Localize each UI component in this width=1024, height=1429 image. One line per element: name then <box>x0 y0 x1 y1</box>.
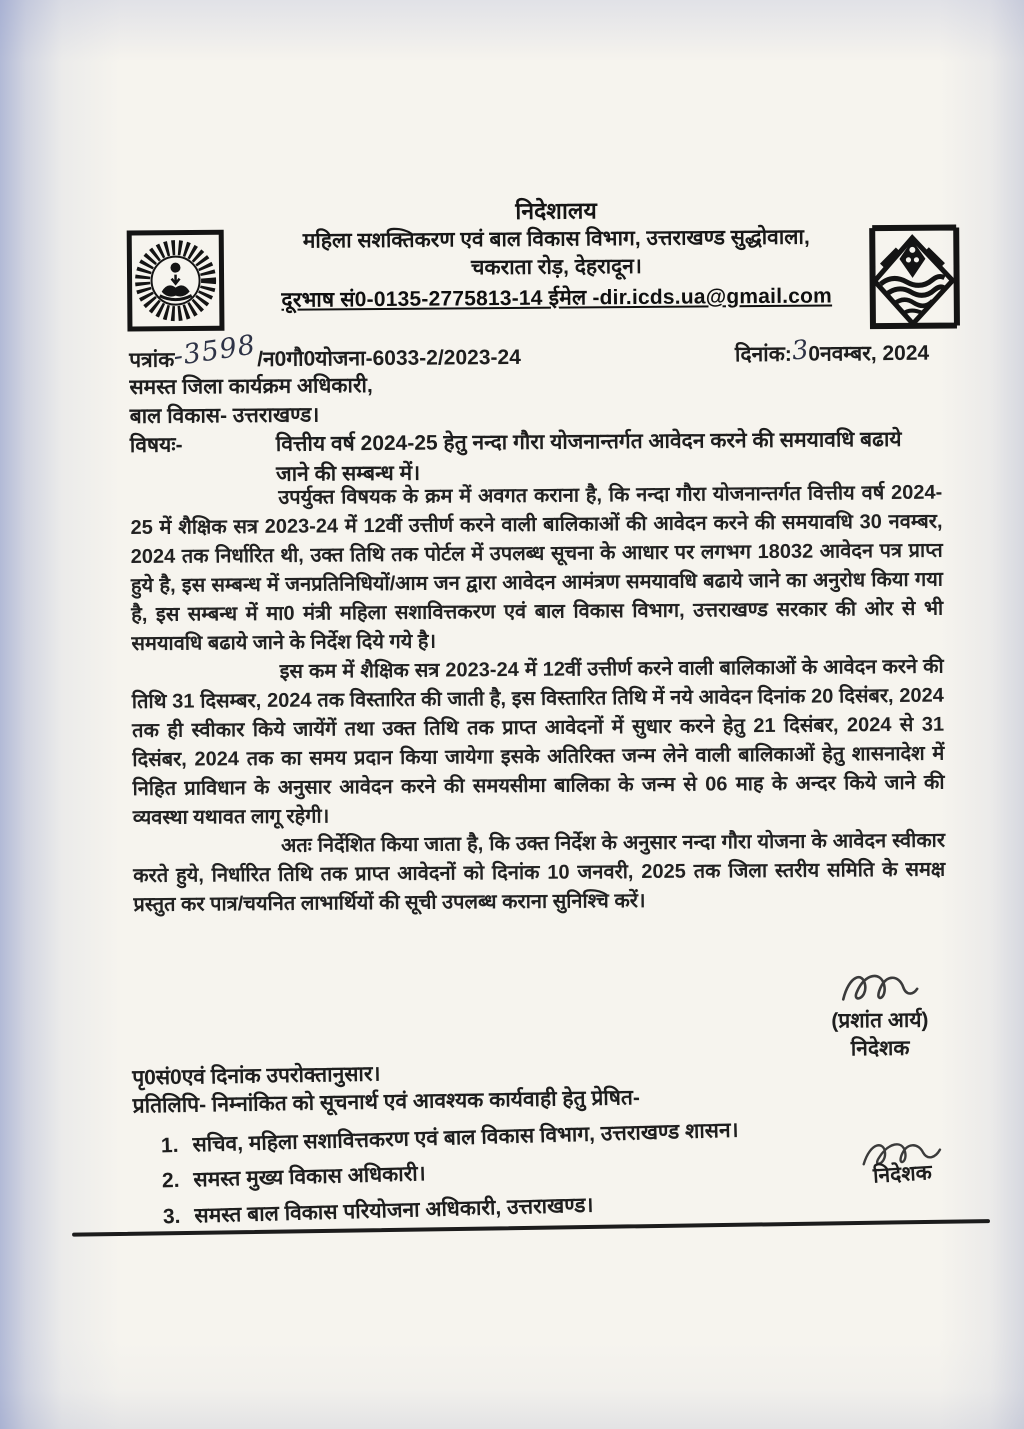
addressee-line2: बाल विकास- उत्तराखण्ड। <box>129 403 320 428</box>
subject-text: वित्तीय वर्ष 2024-25 हेतु नन्दा गौरा योजनान्तर्गत आवेदन करने की समयावधि बढाये जाने की सम्बन्ध में। <box>275 427 902 486</box>
date-label: दिनांक: <box>734 342 792 367</box>
date-printed: 0नवम्बर, 2024 <box>808 341 930 366</box>
addressee <box>129 372 373 432</box>
cc-item: सचिव, महिला सशावित्तकरण एवं बाल विकास विभाग, उत्तराखण्ड शासन। <box>192 1118 739 1157</box>
letterhead <box>246 193 867 314</box>
letter-date <box>734 334 930 370</box>
paragraph-3: अतः निर्देशित किया जाता है, कि उक्त निर्देश के अनुसार नन्दा गौरा योजना के आवेदन स्वीकार करते हुये, निर्धारित तिथि तक प्राप्त आवेदनों को दिनांक 10 जनवरी, 2025 तक जिला स्तरीय समिति के समक्ष प्रस्तुत कर पात्र/चयनित लाभार्थियों की सूची उपलब्ध कराना सुनिश्चि करें। <box>133 829 946 916</box>
ps-line: पृ0सं0एवं दिनांक उपरोक्तानुसार। <box>132 1062 381 1090</box>
ref-handwritten-number: -3598 <box>171 329 258 373</box>
reference-row <box>129 329 930 374</box>
date-handwritten-digit: 3 <box>789 334 810 367</box>
icds-emblem-icon <box>126 229 225 337</box>
letter-body <box>130 479 945 920</box>
signature-block <box>782 964 978 1064</box>
uttarakhand-state-emblem-icon <box>862 223 963 335</box>
signatory-name: (प्रशांत आर्य) <box>831 1008 929 1033</box>
cc-item: समस्त मुख्य विकास अधिकारी। <box>193 1162 426 1192</box>
address-line: चकराता रोड़, देहरादून। <box>471 255 642 280</box>
cc-item: समस्त बाल विकास परियोजना अधिकारी, उत्तराखण्ड। <box>194 1193 594 1227</box>
letter-number <box>129 329 521 374</box>
directorate-title: निदेशालय <box>515 197 597 224</box>
paragraph-1: उपर्युक्त विषयक के क्रम में अवगत कराना है, कि नन्दा गौरा योजनान्तर्गत वित्तीय वर्ष 2024-25 में शैक्षिक सत्र 2023-24 में 12वीं उत्तीर्ण करने वाली बालिकाओं की आवेदन करने की समयावधि 30 नवम्बर, 2024 तक निर्धारित थी, उक्त तिथि तक पोर्टल में उपलब्ध सूचना के आधार पर लगभग 18032 आवेदन पत्र प्राप्त हुये है, इस सम्बन्ध में जनप्रतिनिधियों/आम जन द्वारा आवेदन आमंत्रण समयावधि बढाये जाने का अनुरोध किया गया है, इस सम्बन्ध में मा0 मंत्री महिला सशावित्तकरण एवं बाल विकास विभाग, उत्तराखण्ड सरकार की ओर से भी समयावधि बढाये जाने के निर्देश दिये गये है। <box>130 481 944 655</box>
department-line: महिला सशक्तिकरण एवं बाल विकास विभाग, उत्तराखण्ड सुद्धोवाला, <box>302 226 810 253</box>
ref-label: पत्रांक <box>129 348 175 372</box>
addressee-line1: समस्त जिला कार्यक्रम अधिकारी, <box>129 374 373 399</box>
subject-label: विषयः- <box>129 433 183 457</box>
paragraph-2: इस कम में शैक्षिक सत्र 2023-24 में 12वीं उत्तीर्ण करने वाली बालिकाओं के आवेदन करने की तिथि 31 दिसम्बर, 2024 तक विस्तारित की जाती है, इस विस्तारित तिथि में नये आवेदन दिनांक 20 दिसंबर, 2024 तक ही स्वीकार किये जायेंगें तथा उक्त तिथि तक प्राप्त आवेदनों में सुधार करने हेतु 21 दिसंबर, 2024 से 31 दिसंबर, 2024 तक का समय प्रदान किया जायेगा इसके अतिरिक्त जन्म लेने वाली बालिकाओं हेतु शासनादेश में निहित प्राविधान के अनुसार आवेदन करने की समयसीमा बालिका के जन्म से 06 माह के अन्दर किये जाने की व्यवस्था यथावत लागू रहेगी। <box>131 655 945 829</box>
bottom-designation: निदेशक <box>872 1161 933 1188</box>
bottom-signature-block <box>830 1128 973 1192</box>
ref-number: /न0गौ0योजना-6033-2/2023-24 <box>257 345 521 371</box>
cc-heading: प्रतिलिपि- निम्नांकित को सूचनार्थ एवं आवश्यक कार्यवाही हेतु प्रेषित- <box>132 1086 641 1118</box>
contact-line: दूरभाष सं0-0135-2775813-14 ईमेल -dir.icds.ua@gmail.com <box>281 284 833 312</box>
signatory-designation: निदेशक <box>850 1037 910 1061</box>
